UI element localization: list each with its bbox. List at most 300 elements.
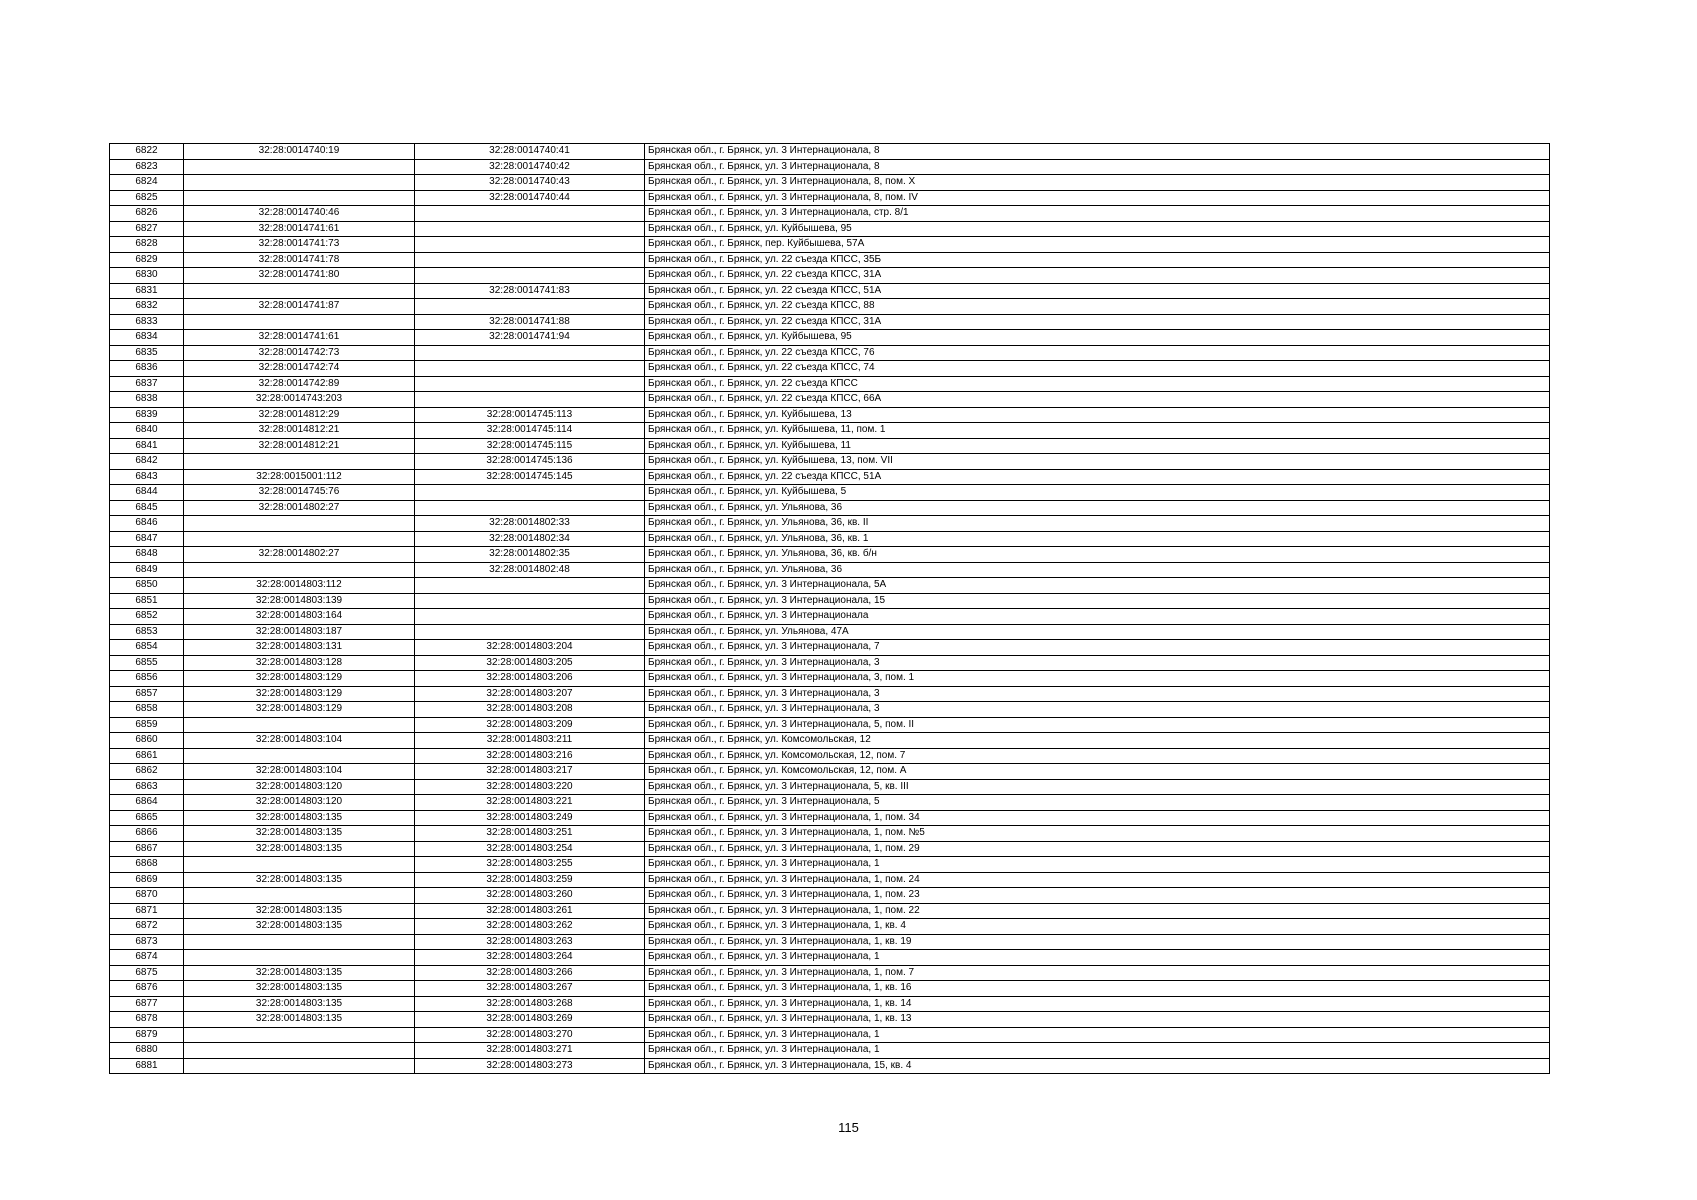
parcel-number-cell: 32:28:0014803:139 [184, 593, 415, 609]
row-number-cell: 6872 [110, 919, 184, 935]
address-cell: Брянская обл., г. Брянск, ул. Ульянова, 36, кв. 1 [645, 531, 1550, 547]
building-number-cell: 32:28:0014803:205 [415, 655, 645, 671]
building-number-cell [415, 345, 645, 361]
parcel-number-cell [184, 531, 415, 547]
address-cell: Брянская обл., г. Брянск, ул. 3 Интернационала, 15, кв. 4 [645, 1058, 1550, 1074]
parcel-number-cell: 32:28:0014743:203 [184, 392, 415, 408]
building-number-cell [415, 593, 645, 609]
parcel-number-cell [184, 857, 415, 873]
row-number-cell: 6830 [110, 268, 184, 284]
building-number-cell [415, 376, 645, 392]
parcel-number-cell [184, 950, 415, 966]
parcel-number-cell: 32:28:0014745:76 [184, 485, 415, 501]
table-row [110, 748, 1550, 764]
table-row [110, 562, 1550, 578]
parcel-number-cell [184, 516, 415, 532]
address-cell: Брянская обл., г. Брянск, ул. 3 Интернационала, 1, пом. 23 [645, 888, 1550, 904]
row-number-cell: 6875 [110, 965, 184, 981]
row-number-cell: 6827 [110, 221, 184, 237]
parcel-number-cell [184, 314, 415, 330]
building-number-cell: 32:28:0014803:254 [415, 841, 645, 857]
building-number-cell: 32:28:0014803:221 [415, 795, 645, 811]
row-number-cell: 6871 [110, 903, 184, 919]
row-number-cell: 6880 [110, 1043, 184, 1059]
address-cell: Брянская обл., г. Брянск, ул. 3 Интернационала, 1, кв. 19 [645, 934, 1550, 950]
address-cell: Брянская обл., г. Брянск, ул. 3 Интернационала, 1, кв. 13 [645, 1012, 1550, 1028]
row-number-cell: 6853 [110, 624, 184, 640]
parcel-number-cell: 32:28:0014740:19 [184, 144, 415, 160]
table-row [110, 671, 1550, 687]
row-number-cell: 6873 [110, 934, 184, 950]
table-row [110, 252, 1550, 268]
address-cell: Брянская обл., г. Брянск, ул. 3 Интернационала, 1, пом. 22 [645, 903, 1550, 919]
building-number-cell: 32:28:0014745:145 [415, 469, 645, 485]
table-row [110, 345, 1550, 361]
table-row [110, 1012, 1550, 1028]
address-cell: Брянская обл., г. Брянск, ул. 3 Интернационала, 8, пом. X [645, 175, 1550, 191]
table-row [110, 857, 1550, 873]
address-cell: Брянская обл., г. Брянск, ул. 3 Интернационала, 3, пом. 1 [645, 671, 1550, 687]
building-number-cell: 32:28:0014803:207 [415, 686, 645, 702]
address-cell: Брянская обл., г. Брянск, ул. 3 Интернационала, 1, пом. 7 [645, 965, 1550, 981]
building-number-cell: 32:28:0014745:136 [415, 454, 645, 470]
building-number-cell: 32:28:0014803:261 [415, 903, 645, 919]
row-number-cell: 6833 [110, 314, 184, 330]
address-cell: Брянская обл., г. Брянск, ул. 3 Интернационала, 5А [645, 578, 1550, 594]
building-number-cell: 32:28:0014741:88 [415, 314, 645, 330]
parcel-number-cell: 32:28:0014741:87 [184, 299, 415, 315]
address-cell: Брянская обл., г. Брянск, ул. 22 съезда КПСС, 31А [645, 268, 1550, 284]
cadastral-table [109, 143, 1550, 1074]
row-number-cell: 6848 [110, 547, 184, 563]
table-row [110, 268, 1550, 284]
parcel-number-cell [184, 748, 415, 764]
parcel-number-cell: 32:28:0014740:46 [184, 206, 415, 222]
address-cell: Брянская обл., г. Брянск, ул. Куйбышева, 11 [645, 438, 1550, 454]
row-number-cell: 6822 [110, 144, 184, 160]
parcel-number-cell: 32:28:0014803:135 [184, 981, 415, 997]
parcel-number-cell: 32:28:0014803:135 [184, 810, 415, 826]
parcel-number-cell: 32:28:0014741:73 [184, 237, 415, 253]
parcel-number-cell: 32:28:0014802:27 [184, 547, 415, 563]
parcel-number-cell: 32:28:0014803:135 [184, 903, 415, 919]
table-row [110, 686, 1550, 702]
row-number-cell: 6850 [110, 578, 184, 594]
parcel-number-cell: 32:28:0014803:135 [184, 872, 415, 888]
parcel-number-cell: 32:28:0014803:129 [184, 686, 415, 702]
address-cell: Брянская обл., г. Брянск, ул. Куйбышева, 5 [645, 485, 1550, 501]
address-cell: Брянская обл., г. Брянск, ул. 3 Интернационала, 1, пом. 24 [645, 872, 1550, 888]
row-number-cell: 6846 [110, 516, 184, 532]
row-number-cell: 6858 [110, 702, 184, 718]
address-cell: Брянская обл., г. Брянск, ул. Куйбышева, 13 [645, 407, 1550, 423]
parcel-number-cell: 32:28:0014803:112 [184, 578, 415, 594]
building-number-cell: 32:28:0014803:262 [415, 919, 645, 935]
row-number-cell: 6845 [110, 500, 184, 516]
address-cell: Брянская обл., г. Брянск, ул. Куйбышева, 95 [645, 330, 1550, 346]
building-number-cell: 32:28:0014803:216 [415, 748, 645, 764]
building-number-cell: 32:28:0014740:43 [415, 175, 645, 191]
parcel-number-cell [184, 190, 415, 206]
building-number-cell: 32:28:0014803:267 [415, 981, 645, 997]
address-cell: Брянская обл., г. Брянск, ул. 3 Интернационала, 1 [645, 950, 1550, 966]
parcel-number-cell [184, 1043, 415, 1059]
address-cell: Брянская обл., г. Брянск, ул. 3 Интернационала, 1, пом. №5 [645, 826, 1550, 842]
table-row [110, 206, 1550, 222]
parcel-number-cell [184, 159, 415, 175]
parcel-number-cell: 32:28:0014741:61 [184, 330, 415, 346]
address-cell: Брянская обл., г. Брянск, ул. 3 Интернационала, 8, пом. IV [645, 190, 1550, 206]
building-number-cell: 32:28:0014803:264 [415, 950, 645, 966]
row-number-cell: 6876 [110, 981, 184, 997]
table-row [110, 981, 1550, 997]
building-number-cell: 32:28:0014802:35 [415, 547, 645, 563]
table-row [110, 221, 1550, 237]
building-number-cell: 32:28:0014803:270 [415, 1027, 645, 1043]
address-cell: Брянская обл., г. Брянск, ул. Ульянова, 36 [645, 500, 1550, 516]
address-cell: Брянская обл., г. Брянск, ул. 3 Интернационала, 1 [645, 1027, 1550, 1043]
parcel-number-cell: 32:28:0014803:104 [184, 733, 415, 749]
row-number-cell: 6847 [110, 531, 184, 547]
parcel-number-cell [184, 562, 415, 578]
row-number-cell: 6840 [110, 423, 184, 439]
row-number-cell: 6842 [110, 454, 184, 470]
parcel-number-cell [184, 888, 415, 904]
row-number-cell: 6862 [110, 764, 184, 780]
row-number-cell: 6870 [110, 888, 184, 904]
building-number-cell [415, 237, 645, 253]
address-cell: Брянская обл., г. Брянск, ул. Ульянова, 36, кв. б/н [645, 547, 1550, 563]
row-number-cell: 6835 [110, 345, 184, 361]
table-row [110, 965, 1550, 981]
table-row [110, 717, 1550, 733]
building-number-cell: 32:28:0014740:41 [415, 144, 645, 160]
address-cell: Брянская обл., г. Брянск, ул. 22 съезда КПСС, 88 [645, 299, 1550, 315]
table-row [110, 500, 1550, 516]
table-row [110, 810, 1550, 826]
parcel-number-cell: 32:28:0014803:135 [184, 996, 415, 1012]
row-number-cell: 6826 [110, 206, 184, 222]
row-number-cell: 6825 [110, 190, 184, 206]
table-row [110, 593, 1550, 609]
building-number-cell: 32:28:0014740:44 [415, 190, 645, 206]
table-row [110, 1043, 1550, 1059]
building-number-cell: 32:28:0014803:220 [415, 779, 645, 795]
building-number-cell: 32:28:0014803:259 [415, 872, 645, 888]
row-number-cell: 6844 [110, 485, 184, 501]
address-cell: Брянская обл., г. Брянск, ул. 22 съезда КПСС, 35Б [645, 252, 1550, 268]
building-number-cell [415, 268, 645, 284]
building-number-cell: 32:28:0014803:209 [415, 717, 645, 733]
parcel-number-cell [184, 175, 415, 191]
building-number-cell: 32:28:0014803:273 [415, 1058, 645, 1074]
address-cell: Брянская обл., г. Брянск, ул. 3 Интернационала, 8 [645, 144, 1550, 160]
table-row [110, 175, 1550, 191]
table-row [110, 872, 1550, 888]
parcel-number-cell [184, 283, 415, 299]
address-cell: Брянская обл., г. Брянск, ул. Ульянова, 36 [645, 562, 1550, 578]
building-number-cell: 32:28:0014803:271 [415, 1043, 645, 1059]
parcel-number-cell [184, 934, 415, 950]
row-number-cell: 6834 [110, 330, 184, 346]
row-number-cell: 6832 [110, 299, 184, 315]
table-row [110, 919, 1550, 935]
table-row [110, 624, 1550, 640]
parcel-number-cell: 32:28:0014803:135 [184, 841, 415, 857]
building-number-cell: 32:28:0014803:206 [415, 671, 645, 687]
parcel-number-cell: 32:28:0014741:61 [184, 221, 415, 237]
table-row [110, 144, 1550, 160]
address-cell: Брянская обл., г. Брянск, ул. 22 съезда КПСС, 31А [645, 314, 1550, 330]
row-number-cell: 6866 [110, 826, 184, 842]
building-number-cell: 32:28:0014803:263 [415, 934, 645, 950]
address-cell: Брянская обл., г. Брянск, ул. Куйбышева, 11, пом. 1 [645, 423, 1550, 439]
building-number-cell: 32:28:0014745:115 [415, 438, 645, 454]
table-row [110, 407, 1550, 423]
row-number-cell: 6851 [110, 593, 184, 609]
table-row [110, 454, 1550, 470]
parcel-number-cell: 32:28:0014803:131 [184, 640, 415, 656]
parcel-number-cell: 32:28:0014803:129 [184, 702, 415, 718]
address-cell: Брянская обл., г. Брянск, ул. 3 Интернационала, 3 [645, 702, 1550, 718]
row-number-cell: 6829 [110, 252, 184, 268]
building-number-cell: 32:28:0014803:251 [415, 826, 645, 842]
table-row [110, 733, 1550, 749]
address-cell: Брянская обл., г. Брянск, ул. Ульянова, 47А [645, 624, 1550, 640]
row-number-cell: 6867 [110, 841, 184, 857]
address-cell: Брянская обл., г. Брянск, ул. 3 Интернационала [645, 609, 1550, 625]
row-number-cell: 6854 [110, 640, 184, 656]
parcel-number-cell: 32:28:0014803:128 [184, 655, 415, 671]
parcel-number-cell: 32:28:0014741:80 [184, 268, 415, 284]
address-cell: Брянская обл., г. Брянск, ул. Комсомольская, 12, пом. А [645, 764, 1550, 780]
parcel-number-cell: 32:28:0014802:27 [184, 500, 415, 516]
building-number-cell: 32:28:0014803:260 [415, 888, 645, 904]
building-number-cell [415, 221, 645, 237]
building-number-cell [415, 206, 645, 222]
address-cell: Брянская обл., г. Брянск, ул. 22 съезда КПСС [645, 376, 1550, 392]
building-number-cell [415, 392, 645, 408]
building-number-cell: 32:28:0014745:114 [415, 423, 645, 439]
table-row [110, 361, 1550, 377]
table-row [110, 423, 1550, 439]
row-number-cell: 6836 [110, 361, 184, 377]
address-cell: Брянская обл., г. Брянск, ул. 3 Интернационала, 1, кв. 4 [645, 919, 1550, 935]
row-number-cell: 6839 [110, 407, 184, 423]
building-number-cell [415, 578, 645, 594]
building-number-cell [415, 500, 645, 516]
parcel-number-cell [184, 1058, 415, 1074]
table-row [110, 795, 1550, 811]
parcel-number-cell: 32:28:0014742:73 [184, 345, 415, 361]
parcel-number-cell: 32:28:0014742:89 [184, 376, 415, 392]
parcel-number-cell: 32:28:0014803:129 [184, 671, 415, 687]
address-cell: Брянская обл., г. Брянск, ул. 3 Интернационала, 1 [645, 857, 1550, 873]
parcel-number-cell: 32:28:0014803:120 [184, 779, 415, 795]
parcel-number-cell: 32:28:0014803:135 [184, 826, 415, 842]
table-row [110, 640, 1550, 656]
address-cell: Брянская обл., г. Брянск, ул. 3 Интернационала, 5, кв. III [645, 779, 1550, 795]
building-number-cell: 32:28:0014803:268 [415, 996, 645, 1012]
table-row [110, 841, 1550, 857]
parcel-number-cell: 32:28:0014803:187 [184, 624, 415, 640]
address-cell: Брянская обл., г. Брянск, ул. 3 Интернационала, 7 [645, 640, 1550, 656]
row-number-cell: 6864 [110, 795, 184, 811]
parcel-number-cell: 32:28:0014812:21 [184, 438, 415, 454]
row-number-cell: 6879 [110, 1027, 184, 1043]
building-number-cell [415, 252, 645, 268]
building-number-cell [415, 624, 645, 640]
row-number-cell: 6865 [110, 810, 184, 826]
parcel-number-cell: 32:28:0014803:135 [184, 1012, 415, 1028]
table-row [110, 159, 1550, 175]
table-row [110, 1058, 1550, 1074]
address-cell: Брянская обл., г. Брянск, ул. 3 Интернационала, 15 [645, 593, 1550, 609]
address-cell: Брянская обл., г. Брянск, ул. 3 Интернационала, стр. 8/1 [645, 206, 1550, 222]
row-number-cell: 6861 [110, 748, 184, 764]
address-cell: Брянская обл., г. Брянск, ул. 3 Интернационала, 1, пом. 34 [645, 810, 1550, 826]
row-number-cell: 6831 [110, 283, 184, 299]
address-cell: Брянская обл., г. Брянск, ул. 22 съезда КПСС, 51А [645, 469, 1550, 485]
parcel-number-cell: 32:28:0014812:21 [184, 423, 415, 439]
table-row [110, 934, 1550, 950]
building-number-cell: 32:28:0014803:204 [415, 640, 645, 656]
row-number-cell: 6857 [110, 686, 184, 702]
address-cell: Брянская обл., г. Брянск, ул. 3 Интернационала, 5, пом. II [645, 717, 1550, 733]
address-cell: Брянская обл., г. Брянск, ул. 3 Интернационала, 8 [645, 159, 1550, 175]
row-number-cell: 6881 [110, 1058, 184, 1074]
table-row [110, 516, 1550, 532]
table-row [110, 764, 1550, 780]
table-row [110, 655, 1550, 671]
address-cell: Брянская обл., г. Брянск, ул. 22 съезда КПСС, 74 [645, 361, 1550, 377]
parcel-number-cell: 32:28:0014741:78 [184, 252, 415, 268]
table-row [110, 392, 1550, 408]
table-row [110, 314, 1550, 330]
building-number-cell: 32:28:0014802:34 [415, 531, 645, 547]
table-row [110, 330, 1550, 346]
page-number: 115 [838, 1120, 859, 1135]
table-row [110, 438, 1550, 454]
table-row [110, 888, 1550, 904]
address-cell: Брянская обл., г. Брянск, ул. Куйбышева, 95 [645, 221, 1550, 237]
table-row [110, 547, 1550, 563]
table-row [110, 485, 1550, 501]
row-number-cell: 6859 [110, 717, 184, 733]
table-row [110, 609, 1550, 625]
table-row [110, 996, 1550, 1012]
building-number-cell: 32:28:0014803:249 [415, 810, 645, 826]
parcel-number-cell [184, 717, 415, 733]
row-number-cell: 6838 [110, 392, 184, 408]
row-number-cell: 6855 [110, 655, 184, 671]
building-number-cell: 32:28:0014740:42 [415, 159, 645, 175]
address-cell: Брянская обл., г. Брянск, ул. 3 Интернационала, 3 [645, 686, 1550, 702]
parcel-number-cell: 32:28:0014803:135 [184, 919, 415, 935]
table-row [110, 469, 1550, 485]
building-number-cell: 32:28:0014803:217 [415, 764, 645, 780]
table-row [110, 578, 1550, 594]
building-number-cell: 32:28:0014803:255 [415, 857, 645, 873]
table-row [110, 237, 1550, 253]
row-number-cell: 6843 [110, 469, 184, 485]
parcel-number-cell: 32:28:0014803:135 [184, 965, 415, 981]
building-number-cell: 32:28:0014803:266 [415, 965, 645, 981]
table-row [110, 190, 1550, 206]
address-cell: Брянская обл., г. Брянск, ул. 3 Интернационала, 3 [645, 655, 1550, 671]
building-number-cell: 32:28:0014802:48 [415, 562, 645, 578]
building-number-cell [415, 361, 645, 377]
address-cell: Брянская обл., г. Брянск, ул. 22 съезда КПСС, 76 [645, 345, 1550, 361]
table-row [110, 903, 1550, 919]
row-number-cell: 6874 [110, 950, 184, 966]
row-number-cell: 6837 [110, 376, 184, 392]
address-cell: Брянская обл., г. Брянск, пер. Куйбышева, 57А [645, 237, 1550, 253]
address-cell: Брянская обл., г. Брянск, ул. 3 Интернационала, 1, кв. 14 [645, 996, 1550, 1012]
row-number-cell: 6878 [110, 1012, 184, 1028]
address-cell: Брянская обл., г. Брянск, ул. Ульянова, 36, кв. II [645, 516, 1550, 532]
address-cell: Брянская обл., г. Брянск, ул. Комсомольская, 12 [645, 733, 1550, 749]
table-row [110, 702, 1550, 718]
row-number-cell: 6823 [110, 159, 184, 175]
parcel-number-cell: 32:28:0014742:74 [184, 361, 415, 377]
parcel-number-cell [184, 454, 415, 470]
row-number-cell: 6856 [110, 671, 184, 687]
parcel-number-cell: 32:28:0014803:164 [184, 609, 415, 625]
row-number-cell: 6841 [110, 438, 184, 454]
table-row [110, 531, 1550, 547]
parcel-number-cell: 32:28:0014812:29 [184, 407, 415, 423]
building-number-cell: 32:28:0014741:83 [415, 283, 645, 299]
row-number-cell: 6860 [110, 733, 184, 749]
table-row [110, 779, 1550, 795]
row-number-cell: 6852 [110, 609, 184, 625]
address-cell: Брянская обл., г. Брянск, ул. 3 Интернационала, 1 [645, 1043, 1550, 1059]
row-number-cell: 6868 [110, 857, 184, 873]
address-cell: Брянская обл., г. Брянск, ул. 22 съезда КПСС, 51А [645, 283, 1550, 299]
parcel-number-cell: 32:28:0014803:104 [184, 764, 415, 780]
row-number-cell: 6863 [110, 779, 184, 795]
building-number-cell: 32:28:0014803:269 [415, 1012, 645, 1028]
building-number-cell [415, 485, 645, 501]
building-number-cell [415, 609, 645, 625]
parcel-number-cell [184, 1027, 415, 1043]
parcel-number-cell: 32:28:0015001:112 [184, 469, 415, 485]
table-row [110, 826, 1550, 842]
row-number-cell: 6877 [110, 996, 184, 1012]
parcel-number-cell: 32:28:0014803:120 [184, 795, 415, 811]
address-cell: Брянская обл., г. Брянск, ул. 3 Интернационала, 1, пом. 29 [645, 841, 1550, 857]
table-row [110, 283, 1550, 299]
table-row [110, 299, 1550, 315]
address-cell: Брянская обл., г. Брянск, ул. 3 Интернационала, 5 [645, 795, 1550, 811]
building-number-cell: 32:28:0014803:208 [415, 702, 645, 718]
building-number-cell: 32:28:0014741:94 [415, 330, 645, 346]
row-number-cell: 6849 [110, 562, 184, 578]
building-number-cell: 32:28:0014802:33 [415, 516, 645, 532]
table-row [110, 1027, 1550, 1043]
table-row [110, 950, 1550, 966]
building-number-cell [415, 299, 645, 315]
row-number-cell: 6824 [110, 175, 184, 191]
table-row [110, 376, 1550, 392]
address-cell: Брянская обл., г. Брянск, ул. 22 съезда КПСС, 66А [645, 392, 1550, 408]
address-cell: Брянская обл., г. Брянск, ул. Куйбышева, 13, пом. VII [645, 454, 1550, 470]
row-number-cell: 6828 [110, 237, 184, 253]
address-cell: Брянская обл., г. Брянск, ул. 3 Интернационала, 1, кв. 16 [645, 981, 1550, 997]
building-number-cell: 32:28:0014745:113 [415, 407, 645, 423]
row-number-cell: 6869 [110, 872, 184, 888]
